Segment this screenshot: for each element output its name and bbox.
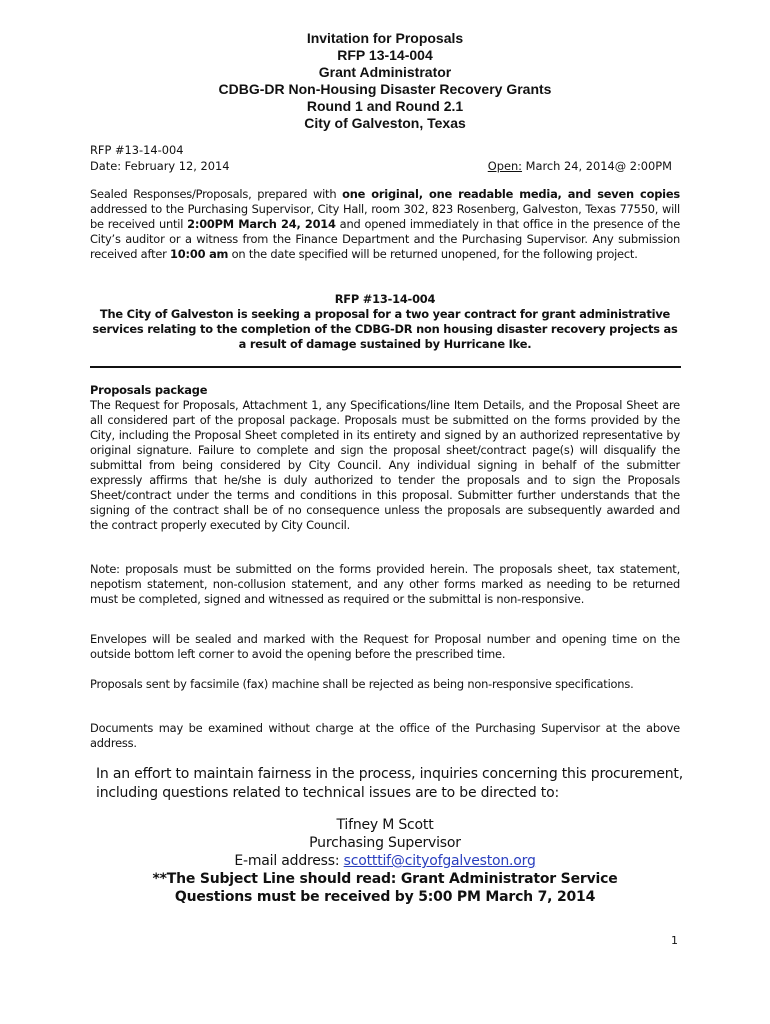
title-line: Grant Administrator [318,64,452,80]
document-title-block [0,30,770,132]
title-line: CDBG-DR Non-Housing Disaster Recovery Grants [218,81,552,97]
open-label: Open: [487,159,523,173]
rfp-meta [90,142,680,174]
title-line: RFP 13-14-004 [337,47,433,63]
intro-paragraph: Sealed Responses/Proposals, prepared with one original, one readable media, and seven copies addressed to the Purchasing Supervisor, City Hall, room 302, 823 Rosenberg, Galveston, Texas 77550, will be received until 2:00PM March 24, 2014 and opened immediately in that office in the presence of the City’s auditor or a witness from the Finance Department and the Purchasing Supervisor. Any submission received after 10:00 am on the date specified will be returned unopened, for the following project. [90,187,680,261]
summary-rfp: RFP #13-14-004 [334,292,436,306]
documents-paragraph: Documents may be examined without charge at the office of the Purchasing Supervisor at the above address. [90,721,680,750]
contact-email-line [0,852,770,870]
contact-name: Tifney M Scott [336,817,434,833]
open-value: March 24, 2014@ 2:00PM [525,159,672,173]
email-link[interactable]: scotttif@cityofgalveston.org [343,853,536,869]
section-divider [90,366,681,368]
fairness-paragraph: In an effort to maintain fairness in the process, inquiries concerning this procurement, including questions related to technical issues are to be directed to: [96,766,683,801]
project-summary [90,292,680,352]
envelopes-paragraph: Envelopes will be sealed and marked with the Request for Proposal number and opening time on the outside bottom left corner to avoid the opening before the prescribed time. [90,632,680,661]
title-line: Round 1 and Round 2.1 [306,98,464,114]
open-date [488,158,680,174]
summary-text: The City of Galveston is seeking a proposal for a two year contract for grant administrative services relating to the completion of the CDBG-DR non housing disaster recovery projects as a result of damage sustained by Hurricane Ike. [92,307,678,351]
title-line: City of Galveston, Texas [304,115,466,131]
fax-paragraph: Proposals sent by facsimile (fax) machine shall be rejected as being non-responsive specifications. [90,677,634,691]
subject-line-instruction: **The Subject Line should read: Grant Administrator Service [152,871,618,887]
questions-deadline: Questions must be received by 5:00 PM March 7, 2014 [174,889,596,905]
contact-block [0,816,770,906]
page-number: 1 [671,934,678,947]
email-label: E-mail address: [234,853,344,869]
contact-title: Purchasing Supervisor [309,835,461,851]
proposals-package-body: The Request for Proposals, Attachment 1, any Specifications/line Item Details, and the Proposal Sheet are all considered part of the proposal package. Proposals must be submitted on the forms provided by the City, including the Proposal Sheet completed in its entirety and signed by an authorized representative by original signature. Failure to complete and sign the proposal sheet/contract page(s) will disqualify the submittal from being considered by City Council. Any individual signing in behalf of the submitter expressly affirms that he/she is duly authorized to tender the proposals and to sign the Proposals Sheet/contract under the terms and conditions in this proposal. Submitter further understands that the signing of the contract shall be of no consequence unless the proposals are subsequently awarded and the contract properly executed by City Council. [90,398,680,532]
issue-date: Date: February 12, 2014 [90,159,230,173]
proposals-package-heading: Proposals package [90,383,208,397]
title-line: Invitation for Proposals [306,30,464,46]
rfp-number: RFP #13-14-004 [90,143,184,157]
proposals-package-section [90,383,680,533]
note-paragraph: Note: proposals must be submitted on the forms provided herein. The proposals sheet, tax statement, nepotism statement, non-collusion statement, and any other forms marked as needing to be returned must be completed, signed and witnessed as required or the submittal is non-responsive. [90,562,680,606]
